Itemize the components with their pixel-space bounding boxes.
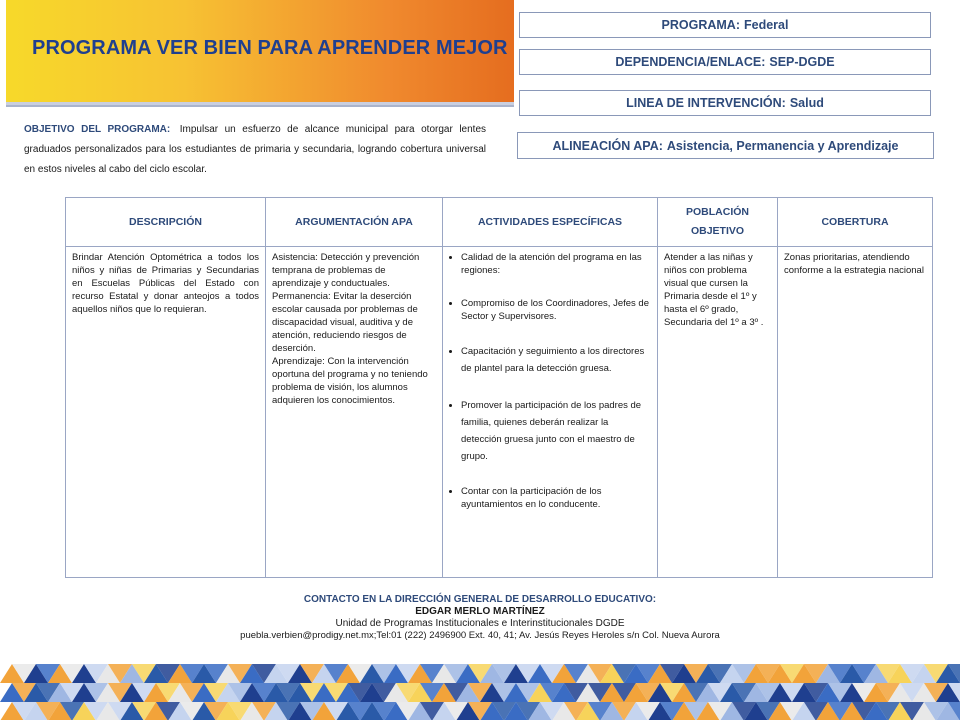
activities-list: [449, 251, 651, 511]
header-poblacion: POBLACIÓN OBJETIVO: [658, 198, 778, 247]
dependencia-box: [519, 49, 931, 75]
cell-actividades: [443, 247, 658, 578]
linea-box: [519, 90, 931, 116]
programa-label: PROGRAMA:: [661, 18, 740, 32]
decorative-pattern: [0, 664, 960, 720]
objective-text: Impulsar un esfuerzo de alcance municipal para otorgar lentes graduados personalizados para los estudiantes de primaria y secundaria, logrando cobertura universal en estos niveles al cabo del ciclo escolar.: [24, 124, 487, 175]
cell-argumentacion: [266, 247, 443, 578]
contact-heading: CONTACTO EN LA DIRECCIÓN GENERAL DE DESARROLLO EDUCATIVO:: [303, 594, 657, 605]
contact-details: puebla.verbien@prodigy.net.mx;Tel:01 (222) 2496900 Ext. 40, 41; Av. Jesús Reyes Heroles s/n Col. Nueva Aurora: [240, 630, 720, 641]
list-item: • Promover la participación de los padres de familia, quienes deberán realizar la detección gruesa junto con el maestro de grupo.: [461, 397, 651, 465]
list-item: • Compromiso de los Coordinadores, Jefes de Sector y Supervisores.: [461, 297, 651, 323]
linea-label: LINEA DE INTERVENCIÓN:: [626, 96, 786, 110]
table-header-row: [66, 198, 933, 247]
alineacion-value: Asistencia, Permanencia y Aprendizaje: [666, 138, 899, 153]
programa-value: Federal: [744, 18, 789, 32]
list-item: • Contar con la participación de los ayuntamientos en lo conducente.: [461, 485, 651, 511]
alineacion-label: ALINEACIÓN APA:: [552, 138, 663, 153]
contact-unit: Unidad de Programas Institucionales e Interinstitucionales DGDE: [335, 618, 625, 629]
programa-box: [519, 12, 931, 38]
cell-cobertura: Zonas prioritarias, atendiendo conforme a la estrategia nacional: [778, 247, 933, 578]
contact-name: EDGAR MERLO MARTÍNEZ: [415, 606, 545, 617]
header-actividades: ACTIVIDADES ESPECÍFICAS: [443, 198, 658, 247]
cell-descripcion: Brindar Atención Optométrica a todos los niños y niñas de Primarias y Secundarias en Escuelas Públicas del Estado con recurso Estatal y donar anteojos a todos aquellos niños que lo requieran.: [66, 247, 266, 578]
cell-poblacion: Atender a las niñas y niños con problema visual que cursen la Primaria desde el 1º y hasta el 6º grado, Secundaria del 1º a 3º .: [658, 247, 778, 578]
alineacion-box: [517, 132, 934, 159]
dependencia-label: DEPENDENCIA/ENLACE:: [615, 55, 766, 69]
linea-value: Salud: [789, 96, 824, 110]
header-argumentacion: ARGUMENTACIÓN APA: [266, 198, 443, 247]
list-item: • Capacitación y seguimiento a los directores de plantel para la detección gruesa.: [461, 343, 651, 377]
header-cobertura: COBERTURA: [778, 198, 933, 247]
header-descripcion: DESCRIPCIÓN: [66, 198, 266, 247]
page-title: PROGRAMA VER BIEN PARA APRENDER MEJOR: [32, 37, 508, 59]
dependencia-value: SEP-DGDE: [769, 55, 835, 69]
argumentacion-permanencia: Permanencia: Evitar la deserción escolar causada por problemas de discapacidad visual, auditiva y de atención, reduciendo riesgos de deserción.: [272, 291, 418, 354]
argumentacion-asistencia: Asistencia: Detección y prevención temprana de problemas de aprendizaje y conductuales.: [272, 252, 420, 289]
program-objective: [24, 120, 486, 180]
argumentacion-aprendizaje: Aprendizaje: Con la intervención oportuna del programa y no teniendo problema de visión, los alumnos adquieren los conocimientos.: [272, 356, 428, 406]
objective-label: OBJETIVO DEL PROGRAMA:: [24, 124, 171, 135]
title-banner: [6, 0, 514, 105]
table-row: [66, 247, 933, 578]
list-item: • Calidad de la atención del programa en las regiones:: [461, 251, 651, 277]
program-table: [65, 197, 933, 578]
contact-section: [0, 594, 960, 642]
